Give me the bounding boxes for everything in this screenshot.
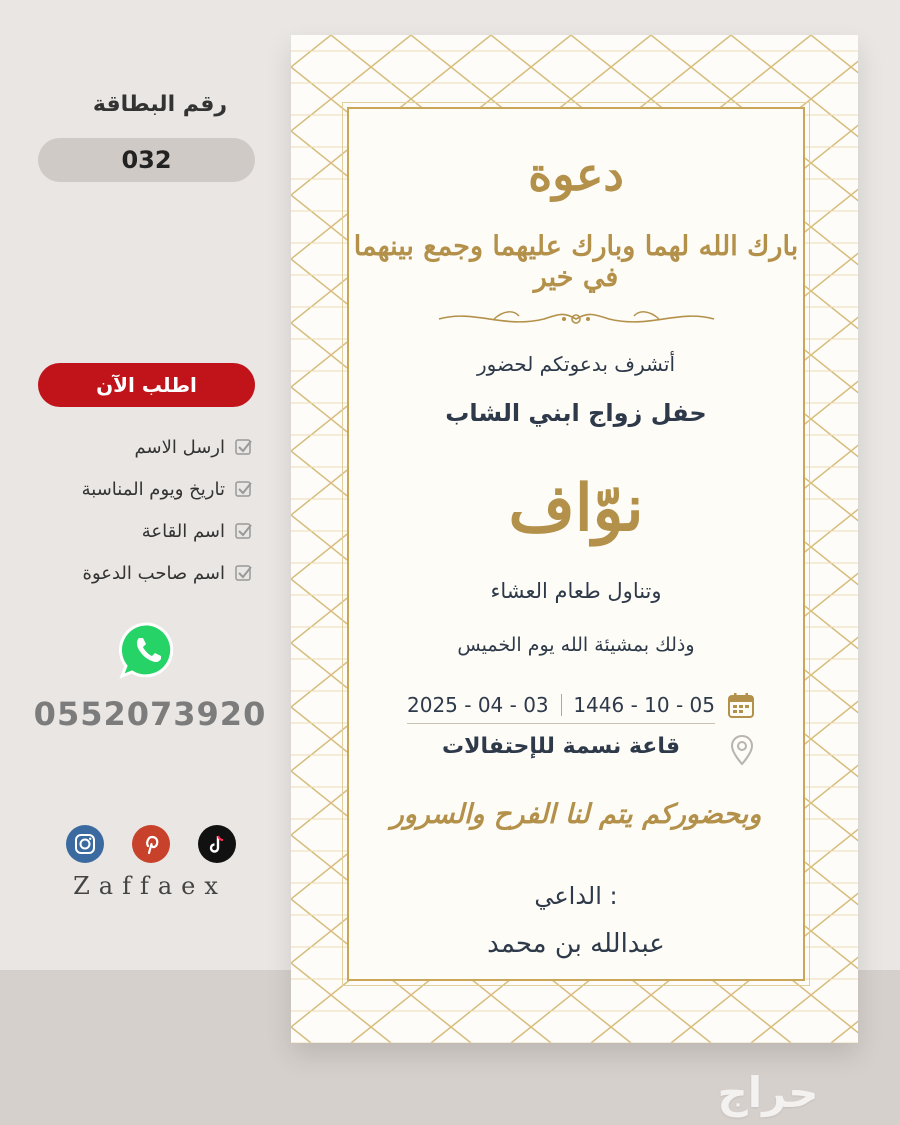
date-row: [407, 687, 715, 724]
date-divider: [561, 694, 562, 716]
list-item-label: تاريخ ويوم المناسبة: [81, 478, 225, 500]
invitation-title: دعوة: [528, 147, 624, 201]
requirements-list: [38, 426, 253, 594]
host-name: عبدالله بن محمد: [487, 929, 665, 959]
whatsapp-icon[interactable]: [118, 620, 178, 680]
host-label: الداعي :: [534, 882, 618, 910]
list-item-label: اسم القاعة: [141, 520, 225, 542]
info-panel: [30, 0, 270, 960]
blessing-text: بارك الله لهما وبارك عليهما وجمع بينهما في خير: [353, 231, 799, 293]
instagram-icon[interactable]: [66, 825, 104, 863]
flourish-ornament: [434, 304, 719, 334]
tiktok-icon[interactable]: [198, 825, 236, 863]
phone-number[interactable]: 0552073920: [33, 695, 267, 733]
venue-name: قاعة نسمة للإحتفالات: [441, 734, 680, 759]
list-item: [38, 468, 253, 510]
list-item: [38, 426, 253, 468]
card-inner-frame: [347, 107, 805, 981]
order-now-button[interactable]: اطلب الآن: [38, 363, 255, 407]
calendar-icon: [727, 691, 755, 719]
social-links: [66, 825, 236, 863]
watermark: حراج: [717, 1068, 819, 1117]
dinner-line: وتناول طعام العشاء: [490, 579, 662, 603]
list-item: [38, 510, 253, 552]
day-line: وذلك بمشيئة الله يوم الخميس: [457, 634, 695, 656]
checkbox-icon: [235, 564, 253, 582]
checkbox-icon: [235, 522, 253, 540]
list-item: [38, 552, 253, 594]
invitation-line-2: حفل زواج ابني الشاب: [445, 399, 707, 427]
brand-name: Zaffaex: [73, 872, 227, 900]
hijri-date: 1446 - 10 - 05: [573, 693, 715, 717]
card-number-badge: 032: [38, 138, 255, 182]
gregorian-date: 2025 - 04 - 03: [407, 693, 549, 717]
card-number-label: رقم البطاقة: [92, 92, 228, 117]
groom-name: نوّاف: [508, 471, 644, 546]
invitation-card: [291, 35, 858, 1043]
pinterest-icon[interactable]: [132, 825, 170, 863]
closing-calligraphy: وبحضوركم يتم لنا الفرح والسرور: [390, 799, 762, 830]
list-item-label: ارسل الاسم: [134, 436, 225, 458]
invitation-line-1: أتشرف بدعوتكم لحضور: [476, 352, 676, 376]
list-item-label: اسم صاحب الدعوة: [82, 562, 225, 584]
checkbox-icon: [235, 438, 253, 456]
location-pin-icon: [729, 734, 755, 766]
checkbox-icon: [235, 480, 253, 498]
